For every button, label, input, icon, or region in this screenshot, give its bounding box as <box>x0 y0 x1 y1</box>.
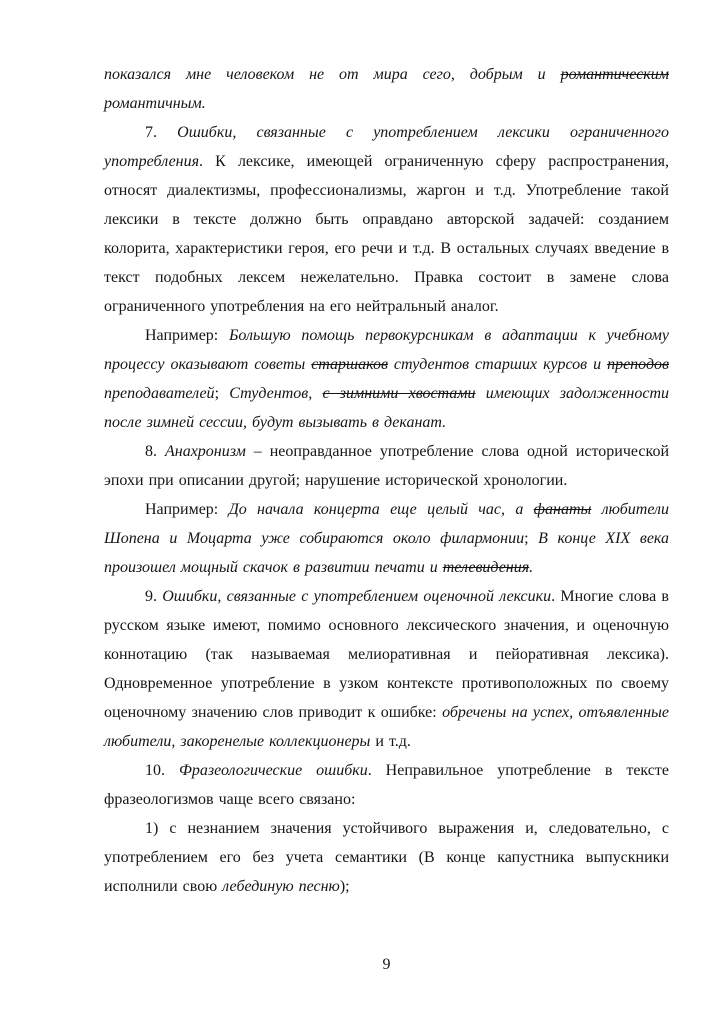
text-run: 8. <box>145 443 165 460</box>
italic-text: Фразеологические ошибки <box>178 762 368 779</box>
paragraph <box>104 495 669 582</box>
text-run: 7. <box>145 124 178 141</box>
strikethrough-text: старшаков <box>311 356 388 373</box>
text-run: Например: <box>145 327 229 344</box>
text-run: . К лексике, имеющей ограниченную сферу распространения, относят диалектизмы, профессионализмы, жаргон и т.д. Употребление такой лексики в тексте должно быть оправдано авторской задачей: созданием колорита, характеристики героя, его речи и т.д. В остальных случаях введение в текст подобных лексем нежелательно. Правка состоит в замене слова ограниченного употребления на его нейтральный аналог. <box>104 153 669 315</box>
paragraph <box>104 321 669 437</box>
italic-text: преподавателей <box>104 385 215 402</box>
text-run: 1) с незнанием значения устойчивого выражения и, следовательно, с употреблением его без учета семантики (В конце капустника выпускники исполнили свою <box>104 820 669 895</box>
italic-text: Ошибки, связанные с употреблением лексики ограниченного употребления <box>104 124 669 170</box>
strikethrough-text: с зимними хвостами <box>322 385 476 402</box>
italic-text: Большую помощь первокурсникам в адаптации к учебному процессу оказывают советы <box>104 327 669 373</box>
strikethrough-text: фанаты <box>533 501 592 518</box>
page-number: 9 <box>382 956 391 973</box>
text-run: Например: <box>145 501 229 518</box>
text-run: . Многие слова в русском языке имеют, помимо основного лексического значения, и оценочную коннотацию (так называемая мелиоративная и пейоративная лексика). Одновременное употребление в узком контексте противоположных по своему оценочному значению слов приводит к ошибке: <box>104 588 669 721</box>
paragraph <box>104 582 669 756</box>
italic-text: . <box>529 559 534 576</box>
paragraph <box>104 118 669 321</box>
italic-text: показался мне человеком не от мира сего, добрым и <box>104 66 561 83</box>
text-run: ; <box>214 385 230 402</box>
italic-text: студентов старших курсов и <box>387 356 608 373</box>
strikethrough-text: романтическим <box>560 66 669 83</box>
italic-text: Анахронизм <box>164 443 246 460</box>
paragraph <box>104 60 669 118</box>
text-run: 10. <box>145 762 179 779</box>
paragraph <box>104 437 669 495</box>
text-run: 9. <box>145 588 163 605</box>
italic-text: романтичным. <box>104 95 206 112</box>
italic-text: До начала концерта еще целый час, а <box>228 501 534 518</box>
paragraph <box>104 814 669 901</box>
italic-text: обречены на успех, отъявленные любители, закоренелые коллекционеры <box>104 704 669 750</box>
italic-text: лебединую песню <box>222 878 340 895</box>
strikethrough-text: преподов <box>607 356 669 373</box>
italic-text: В конце XIX века произошел мощный скачок в развитии печати и <box>104 530 670 576</box>
text-run: и т.д. <box>370 733 411 750</box>
italic-text: имеющих задолженности после зимней сессии, будут вызывать в деканат. <box>104 385 670 431</box>
text-run: ); <box>339 878 350 895</box>
strikethrough-text: телевидения <box>442 559 530 576</box>
text-run: ; <box>524 530 539 547</box>
text-run: – неоправданное употребление слова одной исторической эпохи при описании другой; нарушение исторической хронологии. <box>104 443 670 489</box>
paragraph <box>104 756 669 814</box>
document-body <box>104 60 669 901</box>
italic-text: Студентов, <box>229 385 323 402</box>
italic-text: Ошибки, связанные с употреблением оценочной лексики <box>162 588 552 605</box>
text-run: . Неправильное употребление в тексте фразеологизмов чаще всего связано: <box>104 762 669 808</box>
italic-text: любители Шопена и Моцарта уже собираются около филармонии <box>104 501 670 547</box>
